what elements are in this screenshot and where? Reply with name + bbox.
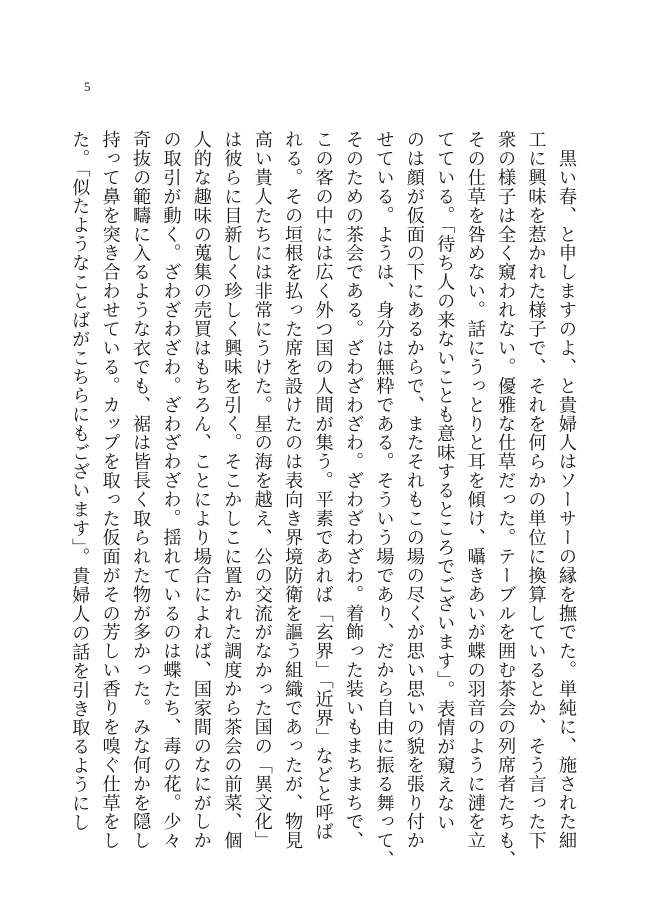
body-text bbox=[69, 130, 577, 870]
text-column-16: 持って鼻を突き合わせている。カップを取った仮面がその芳しい香りを嗅ぐ仕草をし bbox=[99, 130, 121, 851]
text-column-2: 工に興味を惹かれた様子で、それを何らかの単位に換算しているとか、そう言った下 bbox=[525, 130, 547, 851]
text-column-5: てている。「待ち人の来ないことも意味するところでございます」。表情が窺えない bbox=[434, 130, 456, 832]
text-column-6: のは顔が仮面の下にあるからで、またそれもこの場の尽くが思い思いの貌を張り付か bbox=[403, 130, 425, 851]
text-column-7: せている。ようは、身分は無粋である。そういう場であり、だから自由に振る舞って、 bbox=[373, 130, 395, 870]
text-column-4: その仕草を咎めない。話にうっとりと耳を傾け、囁きあいが蝶の羽音のように漣を立 bbox=[464, 130, 486, 851]
text-column-9: この客の中には広く外つ国の人間が集う。平素であれば「玄界」「近界」などと呼ば bbox=[312, 130, 334, 841]
text-column-11: 高い貴人たちには非常にうけた。星の海を越え、公の交流がなかった国の「異文化」 bbox=[251, 130, 273, 851]
text-column-17: た。「似たようなことばがこちらにもございます」。貴婦人の話を引き取るようにし bbox=[69, 130, 91, 832]
text-column-13: 人的な趣味の蒐集の売買はもちろん、ことにより場合によれば、国家間のなにがしか bbox=[190, 130, 212, 851]
text-column-12: は彼らに目新しく珍しく興味を引く。そこかしこに置かれた調度から茶会の前菜、個 bbox=[221, 130, 243, 851]
page-number: 5 bbox=[84, 79, 91, 94]
text-column-10: れる。その垣根を払った席を設けたのは表向き界境防衛を謳う組織であったが、物見 bbox=[282, 130, 304, 851]
text-column-14: の取引が動く。ざわざわざわ。ざわざわざわ。揺れているのは蝶たち、毒の花。少々 bbox=[160, 130, 182, 851]
text-column-3: 衆の様子は全く窺われない。優雅な仕草だった。テーブルを囲む茶会の列席者たちも、 bbox=[495, 130, 517, 870]
text-column-1: 黒い春、と申しますのよ、と貴婦人はソーサーの縁を撫でた。単純に、施された細 bbox=[555, 130, 577, 851]
text-column-15: 奇抜の範疇に入るような衣でも、裾は皆長く取られた物が多かった。みな何かを隠し bbox=[130, 130, 152, 851]
text-column-8: そのための茶会である。ざわざわざわ。ざわざわざわ。着飾った装いもまちまちで、 bbox=[343, 130, 364, 851]
